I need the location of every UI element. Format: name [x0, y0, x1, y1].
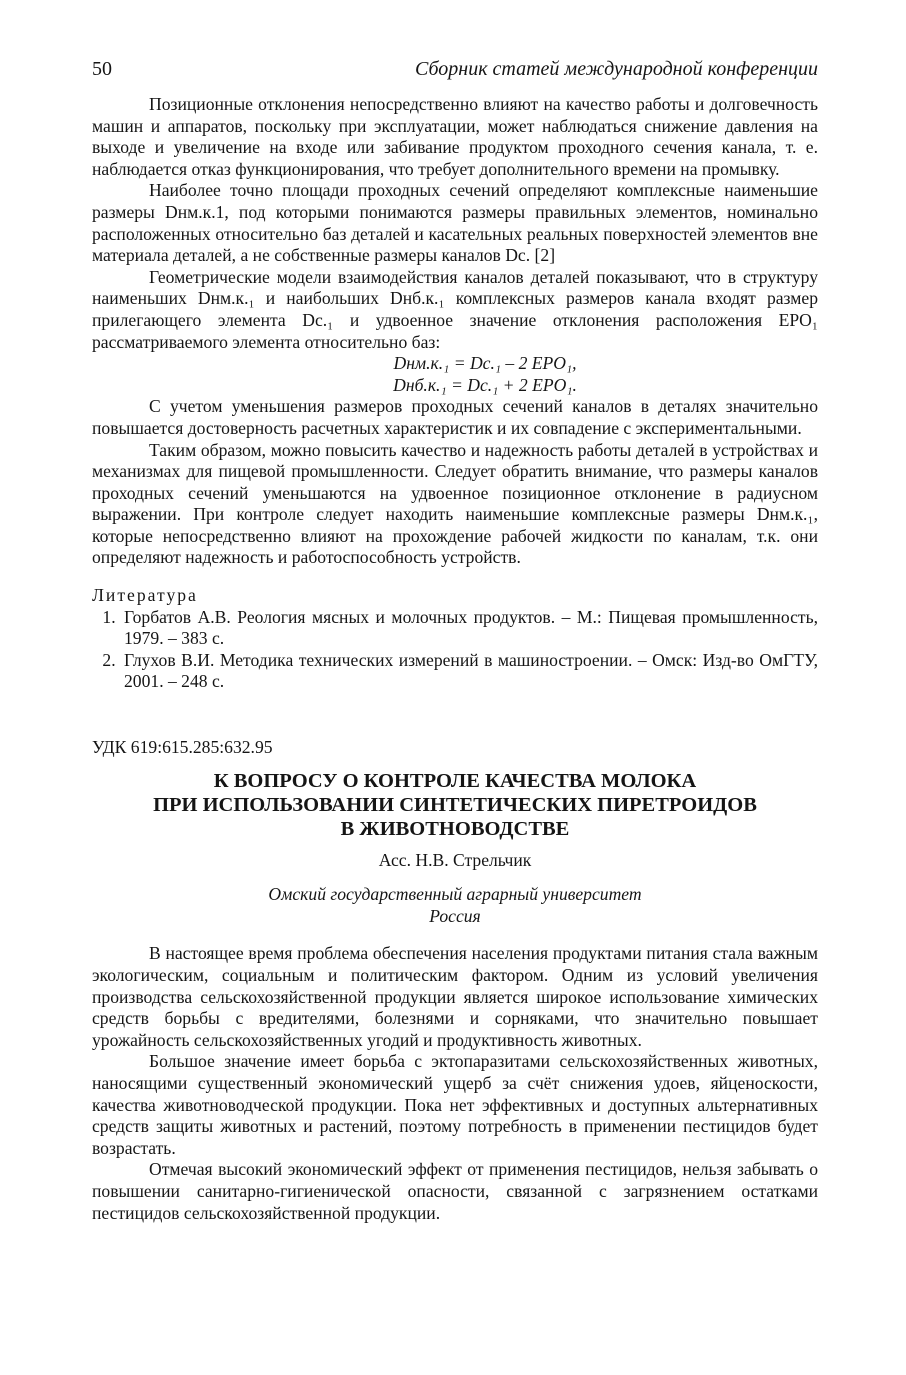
paragraph: В настоящее время проблема обеспечения населения продуктами питания стала важным экологическим, социальным и политическим фактором. Одним из условий увеличения производства сельскохозяйственной продукции является широкое использование химических средств борьбы с вредителями, болезнями и сорняками, что значительно повышает урожайность сельскохозяйственных угодий и продуктивность животных. [92, 943, 818, 1050]
formula-min-size: Dнм.к.₁ = Dс.₁ – 2 EPO₁, [393, 353, 577, 374]
paragraph: Геометрические модели взаимодействия каналов деталей показывают, что в структуру наименьших Dнм.к.₁ и наибольших Dнб.к.₁ комплексных размеров канала входят размер прилегающего элемента Dc.₁ и удвоенное значение отклонения расположения EPO₁ рассматриваемого элемента относительно баз: [92, 266, 818, 352]
country: Россия [429, 905, 481, 926]
article-title-line: ПРИ ИСПОЛЬЗОВАНИИ СИНТЕТИЧЕСКИХ ПИРЕТРОИДОВ [153, 793, 757, 816]
paragraph: Позиционные отклонения непосредственно влияют на качество работы и долговечность машин и аппаратов, поскольку при эксплуатации, может наблюдаться снижение давления на выходе и увеличение на входе или забивание продуктом проходного сечения канала, т. е. наблюдается отказ функционирования, что требует дополнительного времени на промывку. [92, 94, 818, 179]
article-title-line: В ЖИВОТНОВОДСТВЕ [340, 817, 570, 840]
article-title-line: К ВОПРОСУ О КОНТРОЛЕ КАЧЕСТВА МОЛОКА [213, 769, 697, 792]
formula-max-size: Dнб.к.₁ = Dс.₁ + 2 EPO₁. [393, 374, 577, 395]
paragraph: Большое значение имеет борьба с эктопаразитами сельскохозяйственных животных, наносящими существенный экономический ущерб за счёт снижения удоев, яйценоскости, качества животноводческой продукции. Пока нет эффективных и доступных альтернативных средств защиты животных и растений, поэтому потребность в применении пестицидов будет возрастать. [92, 1051, 818, 1158]
reference-item: 1. Горбатов А.В. Реология мясных и молочных продуктов. – М.: Пищевая промышленность, 1979. – 383 с. [120, 607, 818, 650]
collection-title: Сборник статей международной конференции [415, 58, 818, 80]
page-number: 50 [92, 58, 112, 80]
reference-list [92, 607, 818, 693]
literature-heading: Литература [92, 585, 198, 606]
paragraph: Отмечая высокий экономический эффект от применения пестицидов, нельзя забывать о повышении санитарно-гигиенической опасности, связанной с загрязнением остатками пестицидов сельскохозяйственной продукции. [92, 1159, 818, 1223]
running-header [92, 58, 818, 88]
author: Асс. Н.В. Стрельчик [378, 849, 532, 870]
paragraph: Таким образом, можно повысить качество и надежность работы деталей в устройствах и механизмах для пищевой промышленности. Следует обратить внимание, что размеры каналов проходных сечений уменьшаются на удвоенное позиционное отклонение в радиусном выражении. При контроле следует находить наименьшие комплексные размеры Dнм.к.₁, которые непосредственно влияют на прохождение рабочей жидкости по каналам, т.к. они определяют надежность и работоспособность устройств. [92, 439, 818, 568]
udk-code: УДК 619:615.285:632.95 [92, 737, 273, 758]
paragraph: Наиболее точно площади проходных сечений определяют комплексные наименьшие размеры Dнм.к.1, под которыми понимаются размеры правильных элементов, номинально расположенных относительно баз деталей и касательных реальных поверхностей элементов вне материала деталей, а не собственные размеры каналов Dc. [2] [92, 180, 818, 266]
reference-item: 2. Глухов В.И. Методика технических измерений в машиностроении. – Омск: Изд-во ОмГТУ, 2001. – 248 с. [120, 650, 818, 693]
page-body [92, 94, 818, 1224]
affiliation: Омский государственный аграрный университет [268, 884, 642, 905]
paragraph: С учетом уменьшения размеров проходных сечений каналов в деталях значительно повышается достоверность расчетных характеристик и их совпадение с экспериментальными. [92, 396, 818, 438]
article-title [92, 769, 818, 841]
